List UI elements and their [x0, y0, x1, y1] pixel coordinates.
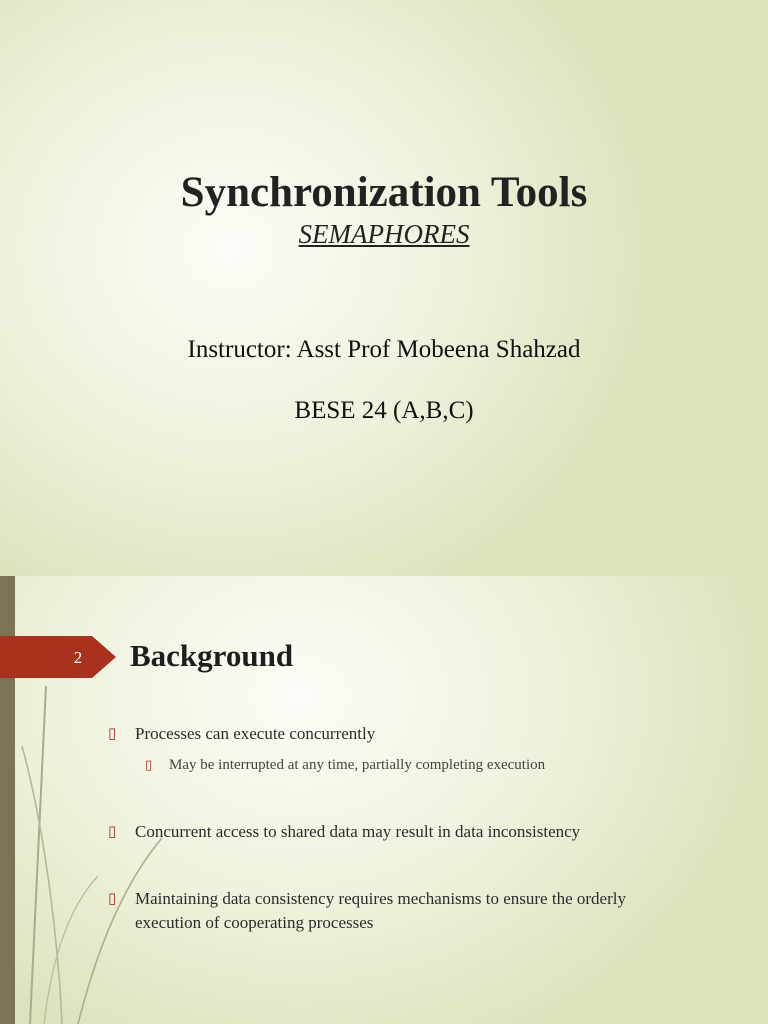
instructor-line: Instructor: Asst Prof Mobeena Shahzad: [187, 336, 581, 363]
bullet-marker-icon: ▯: [108, 824, 117, 840]
bullet-item: [108, 822, 581, 842]
slide-title: Synchronization Tools: [180, 169, 588, 216]
bullet-item: [108, 889, 626, 909]
background-slide: [0, 576, 768, 1024]
bullet-marker-icon: ▯: [145, 757, 153, 772]
slide-subtitle: SEMAPHORES: [298, 219, 470, 249]
bullet-text: Concurrent access to shared data may result in data inconsistency: [135, 822, 581, 841]
bullet-text: May be interrupted at any time, partially completing execution: [169, 757, 546, 773]
slide-heading: Background: [130, 638, 294, 673]
bullet-text: Processes can execute concurrently: [135, 724, 376, 743]
bullet-marker-icon: ▯: [108, 891, 117, 907]
course-line: BESE 24 (A,B,C): [294, 397, 474, 424]
bullet-marker-icon: ▯: [108, 726, 117, 742]
bullet-text: execution of cooperating processes: [135, 913, 374, 932]
slide-number: 2: [73, 648, 83, 667]
sub-bullet-item: [145, 757, 546, 774]
slide-number-tab: [0, 636, 116, 678]
bullet-item: [108, 724, 376, 744]
bullet-continuation: [135, 913, 373, 933]
bullet-text: Maintaining data consistency requires mechanisms to ensure the orderly: [135, 889, 626, 908]
